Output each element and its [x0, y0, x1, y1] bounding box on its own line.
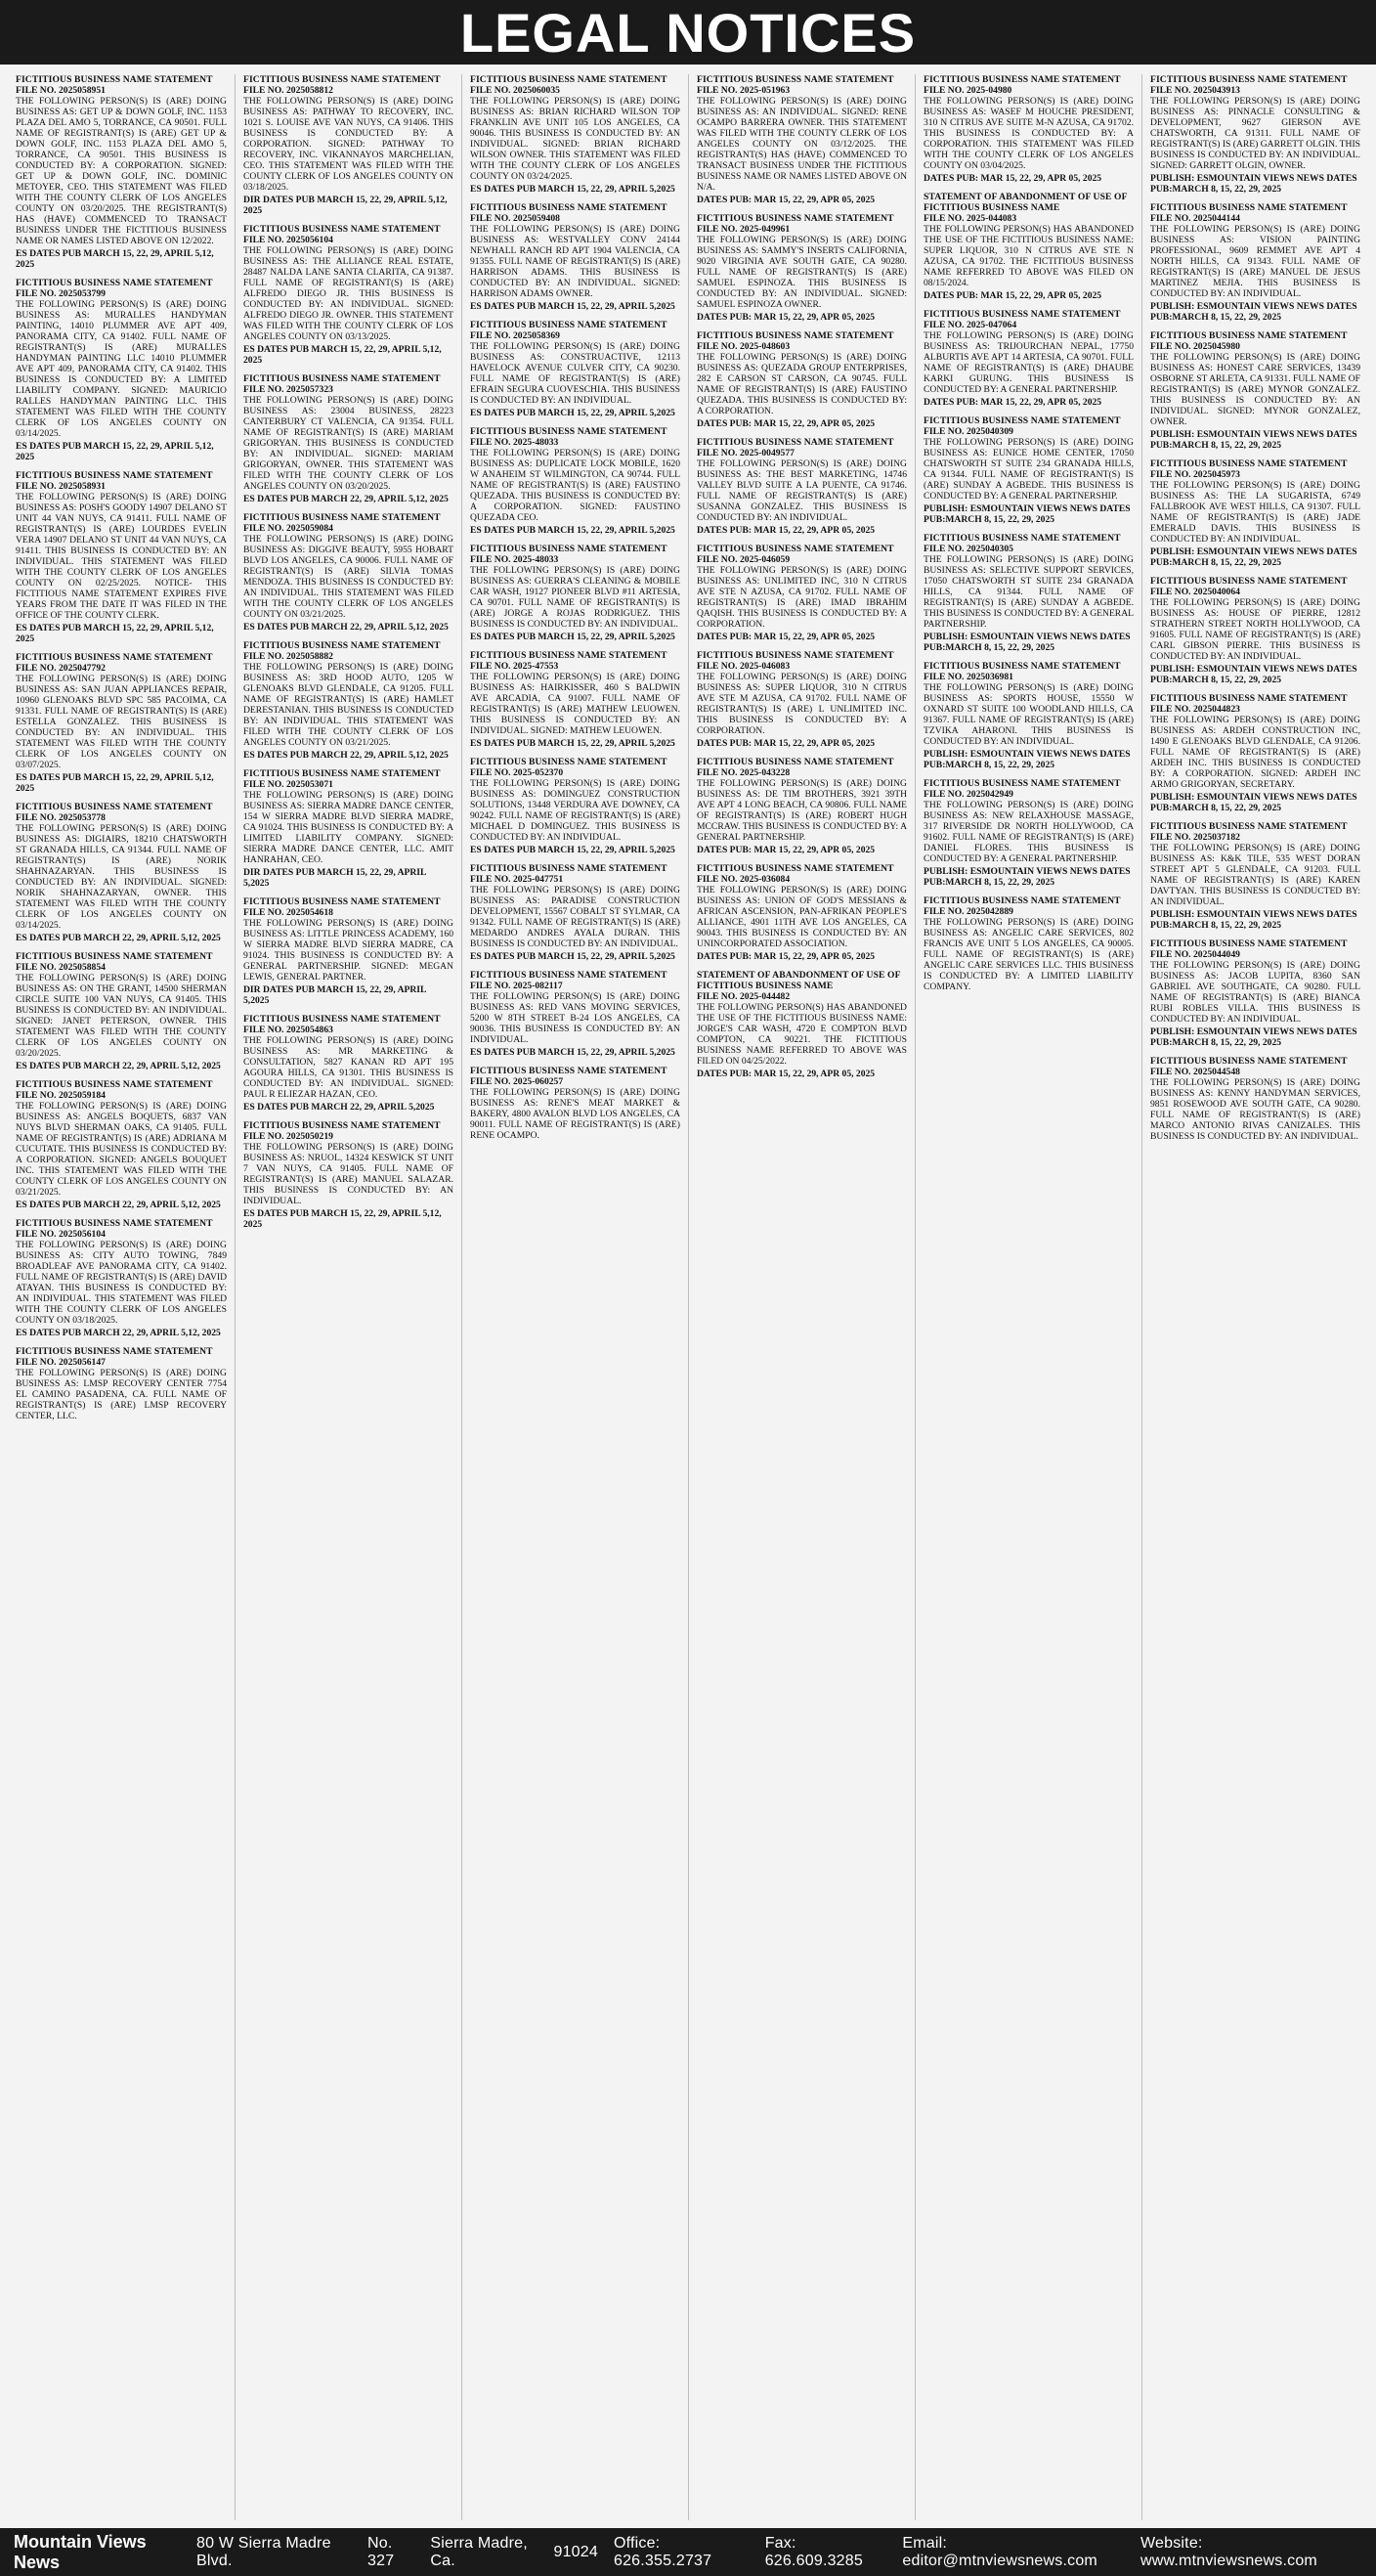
notice-file-number: FILE NO. 2025040309 — [924, 426, 1013, 437]
legal-notice — [924, 309, 1134, 408]
notice-file-number: FILE NO. 2025042889 — [924, 906, 1013, 917]
legal-notice — [470, 320, 680, 418]
legal-notice — [243, 768, 453, 889]
notice-body: THE FOLLOWING PERSON(S) IS (ARE) DOING BUSINESS AS: BRIAN RICHARD WILSON TOP FRANKLIN AVE UNIT 105 LOS ANGELES, CA 90046. THIS BUSINESS IS CONDUCTED BY: AN INDIVIDUAL. SIGNED: BRIAN RICHARD WILSON OWNER. THIS STATEMENT WAS FILED WITH THE COUNTY CLERK OF LOS ANGELES COUNTY ON 03/24/2025. — [470, 96, 680, 182]
notice-publication-dates: PUBLISH: ESMOUNTAIN VIEWS NEWS DATES PUB:MARCH 8, 15, 22, 29, 2025 — [1150, 1026, 1357, 1048]
legal-notice — [243, 1014, 453, 1113]
notice-title: FICTITIOUS BUSINESS NAME STATEMENT — [1150, 821, 1348, 832]
legal-notice — [924, 778, 1134, 888]
footer-office: Office: 626.355.2737 — [613, 2534, 712, 2569]
notice-body: THE FOLLOWING PERSON(S) IS (ARE) DOING BUSINESS AS: SELECTIVE SUPPORT SERVICES, 17050 CHATSWORTH ST SUITE 234 GRANADA HILLS, CA 91344. FULL NAME OF REGISTRANT(S) IS (ARE) SUNDAY A AGBEDE. THIS BUSINESS IS CONDUCTED BY: A GENERAL PARTNERSHIP. — [924, 554, 1134, 630]
notice-file-number: FILE NO. 2025045973 — [1150, 469, 1240, 480]
notice-body: THE FOLLOWING PERSON(S) IS (ARE) DOING BUSINESS AS: WESTVALLEY CONV 24144 NEWHALL RANCH RD APT 1904 VALENCIA, CA 91355. FULL NAME OF REGISTRANT(S) IS (ARE) HARRISON ADAMS. THIS BUSINESS IS CONDUCTED BY: AN INDIVIDUAL. SIGNED: HARRISON ADAMS OWNER. — [470, 224, 680, 299]
notice-publication-dates: PUBLISH: ESMOUNTAIN VIEWS NEWS DATES PUB:MARCH 8, 15, 22, 29, 2025 — [924, 632, 1131, 653]
notice-title: FICTITIOUS BUSINESS NAME STATEMENT — [924, 661, 1121, 672]
notice-title: FICTITIOUS BUSINESS NAME STATEMENT — [16, 802, 213, 812]
legal-notice — [470, 863, 680, 962]
notice-title: FICTITIOUS BUSINESS NAME STATEMENT — [697, 213, 894, 224]
notice-title: FICTITIOUS BUSINESS NAME STATEMENT — [470, 544, 667, 554]
notice-title: FICTITIOUS BUSINESS NAME STATEMENT — [697, 757, 894, 767]
legal-notice — [16, 470, 227, 644]
notice-file-number: FILE NO. 2025058951 — [16, 85, 106, 96]
notice-publication-dates: PUBLISH: ESMOUNTAIN VIEWS NEWS DATES PUB:MARCH 8, 15, 22, 29, 2025 — [924, 749, 1131, 770]
notices-column-4 — [688, 74, 915, 2520]
notice-title: STATEMENT OF ABANDONMENT OF USE OF FICTITIOUS BUSINESS NAME — [697, 970, 901, 991]
notice-title: FICTITIOUS BUSINESS NAME STATEMENT — [1150, 202, 1348, 213]
notice-file-number: FILE NO. 2025-48033 — [470, 554, 559, 565]
notice-body: THE FOLLOWING PERSON(S) IS (ARE) DOING BUSINESS AS: THE ALLIANCE REAL ESTATE, 28487 NALDA LANE SANTA CLARITA, CA 91387. FULL NAME OF REGISTRANT(S) IS (ARE) ALFREDO DIEGO JR. THIS BUSINESS IS CONDUCTED BY: AN INDIVIDUAL. SIGNED: ALFREDO DIEGO JR. OWNER. THIS STATEMENT WAS FILED WITH THE COUNTY CLERK OF LOS ANGELES COUNTY ON 03/13/2025. — [243, 245, 453, 342]
notice-publication-dates: ES DATES PUB MARCH 15, 22, 29, APRIL 5,12, 2025 — [16, 248, 214, 270]
legal-notice — [243, 1120, 453, 1230]
legal-notice — [924, 415, 1134, 525]
notice-publication-dates: DIR DATES PUB MARCH 15, 22, 29, APRIL 5,12, 2025 — [243, 195, 448, 216]
notice-file-number: FILE NO. 2025044548 — [1150, 1067, 1240, 1077]
notice-body: THE FOLLOWING PERSON(S) IS (ARE) DOING BUSINESS AS: UNION OF GOD'S MESSIANS & AFRICAN ASCENSION, PAN-AFRIKAN PEOPLE'S ALLIANCE, 4901 11TH AVE LOS ANGELES, CA 90043. THIS BUSINESS IS CONDUCTED BY: AN UNINCORPORATED ASSOCIATION. — [697, 885, 907, 949]
notice-body: THE FOLLOWING PERSON(S) IS (ARE) DOING BUSINESS AS: GUERRA'S CLEANING & MOBILE CAR WASH, 19127 PIONEER BLVD #11 ARTESIA, CA 90701. FULL NAME OF REGISTRANT(S) IS (ARE) JORGE A ROJAS RODRIGUEZ. THIS BUSINESS IS CONDUCTED BY: AN INDIVIDUAL. — [470, 565, 680, 630]
notice-publication-dates: ES DATES PUB MARCH 22, 29, APRIL 5,12, 2025 — [243, 494, 449, 504]
notice-publication-dates: DATES PUB: MAR 15, 22, 29, APR 05, 2025 — [697, 632, 876, 642]
legal-notice — [243, 373, 453, 504]
notice-body: THE FOLLOWING PERSON(S) IS (ARE) DOING BUSINESS AS: RENE'S MEAT MARKET & BAKERY, 4800 AVALON BLVD LOS ANGELES, CA 90011. FULL NAME OF REGISTRANT(S) IS (ARE) RENE OCAMPO. — [470, 1087, 680, 1141]
notice-body: THE FOLLOWING PERSON(S) IS (ARE) DOING BUSINESS AS: DE TIM BROTHERS, 3921 39TH AVE APT 4 LONG BEACH, CA 90806. FULL NAME OF REGISTRANT(S) IS (ARE) ROBERT HUGH MCCRAW. THIS BUSINESS IS CONDUCTED BY: A GENERAL PARTNERSHIP. — [697, 778, 907, 843]
notice-file-number: FILE NO. 2025-48033 — [470, 437, 559, 448]
legal-notice — [470, 970, 680, 1058]
notice-title: FICTITIOUS BUSINESS NAME STATEMENT — [1150, 576, 1348, 587]
notice-publication-dates: DATES PUB: MAR 15, 22, 29, APR 05, 2025 — [697, 195, 876, 205]
notice-body: THE FOLLOWING PERSON(S) IS (ARE) DOING BUSINESS AS: ON THE GRANT, 14500 SHERMAN CIRCLE SUITE 100 VAN NUYS, CA 91405. THIS BUSINESS IS CONDUCTED BY: AN INDIVIDUAL. SIGNED: JANET PETERSON, OWNER. THIS STATEMENT WAS FILED WITH THE COUNTY CLERK OF LOS ANGELES COUNTY ON 03/20/2025. — [16, 973, 227, 1059]
legal-notice — [470, 202, 680, 312]
notice-title: FICTITIOUS BUSINESS NAME STATEMENT — [470, 1066, 667, 1076]
notice-publication-dates: DATES PUB: MAR 15, 22, 29, APR 05, 2025 — [697, 951, 876, 962]
notice-title: FICTITIOUS BUSINESS NAME STATEMENT — [16, 278, 213, 288]
notice-file-number: FILE NO. 2025040064 — [1150, 587, 1240, 597]
notice-file-number: FILE NO. 2025-051963 — [697, 85, 791, 96]
notice-publication-dates: ES DATES PUB MARCH 22, 29, APRIL 5,12, 2025 — [16, 1200, 221, 1210]
notice-title: FICTITIOUS BUSINESS NAME STATEMENT — [243, 1120, 441, 1131]
notice-body: THE FOLLOWING PERSON(S) IS (ARE) DOING BUSINESS AS: LITTLE PRINCESS ACADEMY, 160 W SIERRA MADRE BLVD SIERRA MADRE, CA 91024. THIS BUSINESS IS CONDUCTED BY: A GENERAL PARTNERSHIP. SIGNED: MEGAN LEWIS, GENERAL PARTNER. — [243, 918, 453, 982]
notices-grid — [8, 74, 1368, 2520]
notice-title: FICTITIOUS BUSINESS NAME STATEMENT — [697, 650, 894, 661]
notice-title: FICTITIOUS BUSINESS NAME STATEMENT — [697, 330, 894, 341]
notice-publication-dates: DIR DATES PUB MARCH 15, 22, 29, APRIL 5,2025 — [243, 867, 426, 889]
legal-notice — [924, 661, 1134, 770]
notice-title: FICTITIOUS BUSINESS NAME STATEMENT — [470, 757, 667, 767]
footer-city: Sierra Madre, Ca. — [430, 2534, 528, 2569]
notice-title: FICTITIOUS BUSINESS NAME STATEMENT — [470, 863, 667, 874]
notice-publication-dates: ES DATES PUB MARCH 22, 29, APRIL 5,12, 2025 — [243, 750, 449, 761]
notice-title: FICTITIOUS BUSINESS NAME STATEMENT — [16, 951, 213, 962]
notice-publication-dates: ES DATES PUB MARCH 22, 29, APRIL 5,12, 2025 — [16, 1061, 221, 1071]
notice-title: FICTITIOUS BUSINESS NAME STATEMENT — [1150, 1056, 1348, 1067]
legal-notice — [1150, 458, 1360, 568]
notice-file-number: FILE NO. 2025044823 — [1150, 704, 1240, 715]
notice-file-number: FILE NO. 2025044144 — [1150, 213, 1240, 224]
notice-body: THE FOLLOWING PERSON(S) IS (ARE) DOING BUSINESS AS: SAN JUAN APPLIANCES REPAIR, 10960 GLENOAKS BLVD SPC 585 PACOIMA, CA 91331. FULL NAME OF REGISTRANT(S) IS (ARE) ESTELLA GONZALEZ. THIS BUSINESS IS CONDUCTED BY: AN INDIVIDUAL. THIS STATEMENT WAS FILED WITH THE COUNTY CLERK OF LOS ANGELES COUNTY ON 03/07/2025. — [16, 674, 227, 770]
notice-file-number: FILE NO. 2025-043228 — [697, 767, 791, 778]
notice-title: FICTITIOUS BUSINESS NAME STATEMENT — [243, 373, 441, 384]
notice-body: THE FOLLOWING PERSON(S) IS (ARE) DOING BUSINESS AS: NEW RELAXHOUSE MASSAGE, 317 RIVERSIDE DR NORTH HOLLYWOOD, CA 91602. FULL NAME OF REGISTRANT(S) IS (ARE) DANIEL FLORES. THIS BUSINESS IS CONDUCTED BY: A GENERAL PARTNERSHIP. — [924, 800, 1134, 864]
notice-body: THE FOLLOWING PERSON(S) IS (ARE) DOING BUSINESS AS: SIERRA MADRE DANCE CENTER, 154 W SIERRA MADRE BLVD SIERRA MADRE, CA 91024. THIS BUSINESS IS CONDUCTED BY: A LIMITED LIABILITY COMPANY. SIGNED: SIERRA MADRE DANCE CENTER, LLC. AMIT HANRAHAN, CEO. — [243, 790, 453, 865]
notice-file-number: FILE NO. 2025-047751 — [470, 874, 564, 885]
notice-title: FICTITIOUS BUSINESS NAME STATEMENT — [243, 1014, 441, 1025]
notice-title: FICTITIOUS BUSINESS NAME STATEMENT — [924, 533, 1121, 544]
notice-body: THE FOLLOWING PERSON(S) IS (ARE) DOING BUSINESS AS: MR MARKETING & CONSULTATION, 5827 KANAN RD APT 195 AGOURA HILLS, CA 91301. THIS BUSINESS IS CONDUCTED BY: AN INDIVIDUAL. SIGNED: PAUL R ELIEZAR HAZAN, CEO. — [243, 1035, 453, 1100]
legal-notice — [243, 224, 453, 366]
notice-body: THE FOLLOWING PERSON(S) IS (ARE) DOING BUSINESS AS: WASEF M HOUCHE PRESIDENT, 310 N CITRUS AVE SUITE M-N AZUSA, CA 91702. THIS BUSINESS IS CONDUCTED BY: A CORPORATION. THIS STATEMENT WAS FILED WITH THE COUNTY CLERK OF LOS ANGELES COUNTY ON 03/04/2025. — [924, 96, 1134, 171]
legal-notice — [16, 1218, 227, 1338]
notice-file-number: FILE NO. 2025043913 — [1150, 85, 1240, 96]
legal-notice — [1150, 939, 1360, 1048]
notice-title: FICTITIOUS BUSINESS NAME STATEMENT — [243, 896, 441, 907]
notice-publication-dates: ES DATES PUB MARCH 22, 29, APRIL 5,12, 2025 — [16, 1328, 221, 1338]
legal-notice — [243, 74, 453, 216]
notice-file-number: FILE NO. 2025042949 — [924, 789, 1013, 800]
notice-body: THE FOLLOWING PERSON(S) IS (ARE) DOING BUSINESS AS: AN INDIVIDUAL. SIGNED: RENE OCAMPO BARRERA OWNER. THIS STATEMENT WAS FILED WITH THE COUNTY CLERK OF LOS ANGELES COUNTY ON 03/12/2025. THE REGISTRANT(S) HAS (HAVE) COMMENCED TO TRANSACT BUSINESS UNDER THE FICTITIOUS BUSINESS NAME OR NAMES LISTED ABOVE ON N/A. — [697, 96, 907, 193]
footer-zip: 91024 — [553, 2543, 598, 2560]
footer-number: No. 327 — [367, 2534, 395, 2569]
notice-body: THE FOLLOWING PERSON(S) IS (ARE) DOING BUSINESS AS: JACOB LUPITA, 8360 SAN GABRIEL AVE SOUTHGATE, CA 90280. FULL NAME OF REGISTRANT(S) IS (ARE) BIANCA RUBI ROBLES VILLA. THIS BUSINESS IS CONDUCTED BY: AN INDIVIDUAL. — [1150, 960, 1360, 1025]
notice-publication-dates: DATES PUB: MAR 15, 22, 29, APR 05, 2025 — [924, 290, 1102, 301]
legal-notice — [243, 640, 453, 761]
notice-publication-dates: ES DATES PUB MARCH 15, 22, 29, APRIL 5,2025 — [470, 632, 675, 642]
notice-body: THE FOLLOWING PERSON(S) IS (ARE) DOING BUSINESS AS: ARDEH CONSTRUCTION INC, 1490 E GLENOAKS BLVD GLENDALE, CA 91206. FULL NAME OF REGISTRANT(S) IS (ARE) ARDEH INC. THIS BUSINESS IS CONDUCTED BY: A CORPORATION. SIGNED: ARDEH INC ARMO GRIGORYAN, SECRETARY. — [1150, 715, 1360, 790]
notice-file-number: FILE NO. 2025036981 — [924, 672, 1013, 682]
notice-title: FICTITIOUS BUSINESS NAME STATEMENT — [1150, 939, 1348, 949]
notice-body: THE FOLLOWING PERSON(S) IS (ARE) DOING BUSINESS AS: MURALLES HANDYMAN PAINTING, 14010 PLUMMER AVE APT 409, PANORAMA CITY, CA 91402. FULL NAME OF REGISTRANT(S) IS (ARE) MURALLES HANDYMAN PAINTING LLC 14010 PLUMMER AVE APT 409, PANORAMA CITY, CA 91402. THIS BUSINESS IS CONDUCTED BY: A LIMITED LIABILITY COMPANY. SIGNED: MAURICIO RALLES HANDYMAN PAINTING LLC. THIS STATEMENT WAS FILED WITH THE COUNTY CLERK OF LOS ANGELES COUNTY ON 03/14/2025. — [16, 299, 227, 439]
footer-email: Email: editor@mtnviewsnews.com — [902, 2534, 1097, 2569]
notice-title: FICTITIOUS BUSINESS NAME STATEMENT — [470, 970, 667, 981]
notice-publication-dates: PUBLISH: ESMOUNTAIN VIEWS NEWS DATES PUB:MARCH 8, 15, 22, 29, 2025 — [1150, 664, 1357, 685]
notices-column-1 — [8, 74, 235, 2520]
notice-publication-dates: PUBLISH: ESMOUNTAIN VIEWS NEWS DATES PUB:MARCH 8, 15, 22, 29, 2025 — [924, 503, 1131, 525]
legal-notice — [243, 512, 453, 633]
notice-publication-dates: PUBLISH: ESMOUNTAIN VIEWS NEWS DATES PUB:MARCH 8, 15, 22, 29, 2025 — [1150, 546, 1357, 568]
legal-notice — [697, 437, 907, 536]
legal-notice — [16, 278, 227, 462]
notice-publication-dates: PUBLISH: ESMOUNTAIN VIEWS NEWS DATES PUB:MARCH 8, 15, 22, 29, 2025 — [1150, 909, 1357, 931]
notice-title: FICTITIOUS BUSINESS NAME STATEMENT — [470, 426, 667, 437]
notice-body: THE FOLLOWING PERSON(S) HAS ABANDONED THE USE OF THE FICTITIOUS BUSINESS NAME: SUPER LIQUOR, 310 N CITRUS AVE STE N AZUSA, CA 91702. THE FICTITIOUS BUSINESS NAME REFERRED TO ABOVE WAS FILED ON 08/15/2024. — [924, 224, 1134, 288]
notice-file-number: FILE NO. 2025-049961 — [697, 224, 791, 235]
notice-file-number: FILE NO. 2025053778 — [16, 812, 106, 823]
notice-title: FICTITIOUS BUSINESS NAME STATEMENT — [924, 415, 1121, 426]
notice-title: FICTITIOUS BUSINESS NAME STATEMENT — [243, 512, 441, 523]
notice-file-number: FILE NO. 2025050219 — [243, 1131, 333, 1142]
notice-publication-dates: ES DATES PUB MARCH 15, 22, 29, APRIL 5,2025 — [470, 951, 675, 962]
footer-website: Website: www.mtnviewsnews.com — [1140, 2534, 1317, 2569]
notice-title: FICTITIOUS BUSINESS NAME STATEMENT — [924, 74, 1121, 85]
legal-notice — [1150, 74, 1360, 195]
notice-title: FICTITIOUS BUSINESS NAME STATEMENT — [470, 320, 667, 330]
notice-file-number: FILE NO. 2025045980 — [1150, 341, 1240, 352]
notice-publication-dates: ES DATES PUB MARCH 15, 22, 29, APRIL 5,2025 — [470, 845, 675, 855]
notice-file-number: FILE NO. 2025-048603 — [697, 341, 791, 352]
notice-file-number: FILE NO. 2025-046059 — [697, 554, 791, 565]
notice-file-number: FILE NO. 2025040305 — [924, 544, 1013, 554]
notice-publication-dates: DATES PUB: MAR 15, 22, 29, APR 05, 2025 — [697, 525, 876, 536]
notice-publication-dates: DATES PUB: MAR 15, 22, 29, APR 05, 2025 — [924, 173, 1102, 184]
notice-publication-dates: ES DATES PUB MARCH 15, 22, 29, APRIL 5,12, 2025 — [16, 623, 214, 644]
notice-body: THE FOLLOWING PERSON(S) IS (ARE) DOING BUSINESS AS: ANGELIC CARE SERVICES, 802 FRANCIS AVE UNIT 5 LOS ANGELES, CA 90005. FULL NAME OF REGISTRANT(S) IS (ARE) ANGELIC CARE SERVICES LLC. THIS BUSINESS IS CONDUCTED BY: A LIMITED LIABILITY COMPANY. — [924, 917, 1134, 992]
legal-notice — [697, 213, 907, 323]
notice-body: THE FOLLOWING PERSON(S) IS (ARE) DOING BUSINESS AS: DUPLICATE LOCK MOBILE, 1620 W ANAHEIM ST WILMINGTON, CA 90744. FULL NAME OF REGISTRANT(S) IS (ARE) FAUSTINO QUEZADA. THIS BUSINESS IS CONDUCTED BY: A CORPORATION. SIGNED: FAUSTINO QUEZADA CEO. — [470, 448, 680, 523]
notice-publication-dates: DATES PUB: MAR 15, 22, 29, APR 05, 2025 — [697, 738, 876, 749]
notice-file-number: FILE NO. 2025-047064 — [924, 320, 1017, 330]
footer-address: 80 W Sierra Madre Blvd. — [196, 2534, 331, 2569]
legal-notice — [924, 192, 1134, 301]
notice-file-number: FILE NO. 2025058931 — [16, 481, 106, 492]
notice-file-number: FILE NO. 2025044049 — [1150, 949, 1240, 960]
notice-title: FICTITIOUS BUSINESS NAME STATEMENT — [16, 652, 213, 663]
notice-body: THE FOLLOWING PERSON(S) IS (ARE) DOING BUSINESS AS: KENNY HANDYMAN SERVICES, 9851 ROSEWOOD AVE SOUTH GATE, CA 90280. FULL NAME OF REGISTRANT(S) IS (ARE) MARCO ANTONIO RIVAS CANIZALES. THIS BUSINESS IS CONDUCTED BY: AN INDIVIDUAL. — [1150, 1077, 1360, 1142]
notice-file-number: FILE NO. 2025056104 — [16, 1229, 106, 1240]
notice-body: THE FOLLOWING PERSON(S) IS (ARE) DOING BUSINESS AS: K&K TILE, 535 WEST DORAN STREET APT 5 GLENDALE, CA 91203. FULL NAME OF REGISTRANT(S) IS (ARE) KAREN DAVTYAN. THIS BUSINESS IS CONDUCTED BY: AN INDIVIDUAL. — [1150, 843, 1360, 907]
notice-body: THE FOLLOWING PERSON(S) IS (ARE) DOING BUSINESS AS: POSH'S GOODY 14907 DELANO ST UNIT 44 VAN NUYS, CA 91411. FULL NAME OF REGISTRANT(S) IS (ARE) LOURDES EVELIN VERA 14907 DELANO ST UNIT 44 VAN NUYS, CA 91411. THIS BUSINESS IS CONDUCTED BY: AN INDIVIDUAL. THIS STATEMENT WAS FILED WITH THE COUNTY CLERK OF LOS ANGELES COUNTY ON 02/25/2025. NOTICE- THIS FICTITIOUS NAME STATEMENT EXPIRES FIVE YEARS FROM THE DATE IT WAS FILED IN THE OFFICE OF THE COUNTY CLERK. — [16, 492, 227, 621]
notice-publication-dates: ES DATES PUB MARCH 22, 29, APRIL 5,12, 2025 — [16, 933, 221, 943]
legal-notice — [697, 330, 907, 429]
notice-publication-dates: ES DATES PUB MARCH 22, 29, APRIL 5,2025 — [243, 1102, 435, 1113]
notice-body: THE FOLLOWING PERSON(S) IS (ARE) DOING BUSINESS AS: PINNACLE CONSULTING & DEVELOPMENT, 9627 GIERSON AVE CHATSWORTH, CA 91311. FULL NAME OF REGISTRANT(S) IS (ARE) GARRETT OLGIN. THIS BUSINESS IS CONDUCTED BY: AN INDIVIDUAL. SIGNED: GARRETT OLGIN, OWNER. — [1150, 96, 1360, 171]
notice-file-number: FILE NO. 2025053799 — [16, 288, 106, 299]
notice-file-number: FILE NO. 2025059184 — [16, 1090, 106, 1101]
notice-file-number: FILE NO. 2025-0049577 — [697, 448, 795, 458]
notice-file-number: FILE NO. 2025054618 — [243, 907, 333, 918]
legal-notice — [16, 1346, 227, 1421]
notice-body: THE FOLLOWING PERSON(S) IS (ARE) DOING BUSINESS AS: QUEZADA GROUP ENTERPRISES, 282 E CARSON ST CARSON, CA 90745. FULL NAME OF REGISTRANT(S) IS (ARE) FAUSTINO QUEZADA. THIS BUSINESS IS CONDUCTED BY: A CORPORATION. — [697, 352, 907, 416]
legal-notice — [470, 757, 680, 855]
notice-body: THE FOLLOWING PERSON(S) IS (ARE) DOING BUSINESS AS: VISION PAINTING PROFESSIONAL, 9609 REMMET AVE APT 4 NORTH HILLS, CA 91343. FULL NAME OF REGISTRANT(S) IS (ARE) MANUEL DE JESUS MARTINEZ MEJIA. THIS BUSINESS IS CONDUCTED BY: AN INDIVIDUAL. — [1150, 224, 1360, 299]
notice-file-number: FILE NO. 2025-044482 — [697, 991, 791, 1002]
notice-body: THE FOLLOWING PERSON(S) IS (ARE) DOING BUSINESS AS: EUNICE HOME CENTER, 17050 CHATSWORTH ST SUITE 234 GRANADA HILLS, CA 91344. FULL NAME OF REGISTRANT(S) IS (ARE) SUNDAY A AGBEDE. THIS BUSINESS IS CONDUCTED BY: A GENERAL PARTNERSHIP. — [924, 437, 1134, 502]
notice-body: THE FOLLOWING PERSON(S) IS (ARE) DOING BUSINESS AS: NRUOL, 14324 KESWICK ST UNIT 7 VAN NUYS, CA 91405. FULL NAME OF REGISTRANT(S) IS (ARE) MANUEL SALAZAR. THIS BUSINESS IS CONDUCTED BY: AN INDIVIDUAL. — [243, 1142, 453, 1206]
notice-file-number: FILE NO. 2025054863 — [243, 1025, 333, 1035]
notice-file-number: FILE NO. 2025053071 — [243, 779, 333, 790]
legal-notice — [16, 951, 227, 1071]
legal-notice — [1150, 330, 1360, 451]
notice-publication-dates: ES DATES PUB MARCH 15, 22, 29, APRIL 5,12, 2025 — [243, 344, 442, 366]
legal-notice — [470, 74, 680, 195]
notice-title: FICTITIOUS BUSINESS NAME STATEMENT — [1150, 458, 1348, 469]
notice-publication-dates: PUBLISH: ESMOUNTAIN VIEWS NEWS DATES PUB:MARCH 8, 15, 22, 29, 2025 — [1150, 173, 1357, 195]
notice-publication-dates: ES DATES PUB MARCH 15, 22, 29, APRIL 5,2025 — [470, 184, 675, 195]
notice-file-number: FILE NO. 2025059084 — [243, 523, 333, 534]
notice-file-number: FILE NO. 2025058369 — [470, 330, 560, 341]
notice-file-number: FILE NO. 2025-046083 — [697, 661, 791, 672]
notice-title: STATEMENT OF ABANDONMENT OF USE OF FICTITIOUS BUSINESS NAME — [924, 192, 1128, 213]
notices-column-5 — [915, 74, 1141, 2520]
notice-publication-dates: DATES PUB: MAR 15, 22, 29, APR 05, 2025 — [924, 397, 1102, 408]
notices-column-3 — [461, 74, 688, 2520]
notice-body: THE FOLLOWING PERSON(S) IS (ARE) DOING BUSINESS AS: PARADISE CONSTRUCTION DEVELOPMENT, 15567 COBALT ST SYLMAR, CA 91342. FULL NAME OF REGISTRANT(S) IS (ARE) MEDARDO ANDRES AYALA DURAN. THIS BUSINESS IS CONDUCTED BY: AN INDIVIDUAL. — [470, 885, 680, 949]
notice-body: THE FOLLOWING PERSON(S) IS (ARE) DOING BUSINESS AS: ANGELS BOQUETS, 6837 VAN NUYS BLVD SHERMAN OAKS, CA 91405. FULL NAME OF REGISTRANT(S) IS (ARE) ADRIANA M CUCUTATE. THIS BUSINESS IS CONDUCTED BY: A CORPORATION. SIGNED: ANGELS BOUQUET INC. THIS STATEMENT WAS FILED WITH THE COUNTY CLERK OF LOS ANGELES COUNTY ON 03/21/2025. — [16, 1101, 227, 1198]
notice-file-number: FILE NO. 2025-47553 — [470, 661, 559, 672]
notice-title: FICTITIOUS BUSINESS NAME STATEMENT — [697, 863, 894, 874]
notice-body: THE FOLLOWING PERSON(S) IS (ARE) DOING BUSINESS AS: LMSP RECOVERY CENTER 7754 EL CAMINO PASADENA, CA. FULL NAME OF REGISTRANT(S) IS (ARE) LMSP RECOVERY CENTER, LLC. — [16, 1368, 227, 1421]
legal-notice — [16, 74, 227, 270]
notice-body: THE FOLLOWING PERSON(S) IS (ARE) DOING BUSINESS AS: TRIJOURCHAN NEPAL, 17750 ALBURTIS AVE APT 14 ARTESIA, CA 90701. FULL NAME OF REGISTRANT(S) IS (ARE) DHAUBE KARKI GURUNG. THIS BUSINESS IS CONDUCTED BY: A GENERAL PARTNERSHIP. — [924, 330, 1134, 395]
notice-title: FICTITIOUS BUSINESS NAME STATEMENT — [1150, 74, 1348, 85]
legal-notice — [470, 1066, 680, 1141]
notice-title: FICTITIOUS BUSINESS NAME STATEMENT — [243, 224, 441, 235]
notice-publication-dates: PUBLISH: ESMOUNTAIN VIEWS NEWS DATES PUB:MARCH 8, 15, 22, 29, 2025 — [1150, 792, 1357, 813]
legal-notice — [1150, 821, 1360, 931]
notices-column-6 — [1141, 74, 1368, 2520]
notice-body: THE FOLLOWING PERSON(S) IS (ARE) DOING BUSINESS AS: RED VANS MOVING SERVICES, 5200 W 8TH STREET B-24 LOS ANGELES, CA 90036. THIS BUSINESS IS CONDUCTED BY: AN INDIVIDUAL. — [470, 991, 680, 1045]
notice-publication-dates: ES DATES PUB MARCH 15, 22, 29, APRIL 5,2025 — [470, 738, 675, 749]
notice-file-number: FILE NO. 2025-044083 — [924, 213, 1017, 224]
notice-file-number: FILE NO. 2025058854 — [16, 962, 106, 973]
notice-file-number: FILE NO. 2025-04980 — [924, 85, 1012, 96]
notice-title: FICTITIOUS BUSINESS NAME STATEMENT — [697, 437, 894, 448]
notice-file-number: FILE NO. 2025037182 — [1150, 832, 1240, 843]
notice-title: FICTITIOUS BUSINESS NAME STATEMENT — [16, 1079, 213, 1090]
notice-body: THE FOLLOWING PERSON(S) IS (ARE) DOING BUSINESS AS: 3RD HOOD AUTO, 1205 W GLENOAKS BLVD GLENDALE, CA 91205. FULL NAME OF REGISTRANT(S) IS (ARE) HAMLET DERESTANIAN. THIS BUSINESS IS CONDUCTED BY: AN INDIVIDUAL. THIS STATEMENT WAS FILED WITH THE COUNTY CLERK OF LOS ANGELES COUNTY ON 03/21/2025. — [243, 662, 453, 748]
notice-publication-dates: ES DATES PUB MARCH 15, 22, 29, APRIL 5,2025 — [470, 1047, 675, 1058]
notice-publication-dates: ES DATES PUB MARCH 15, 22, 29, APRIL 5,12, 2025 — [243, 1208, 442, 1230]
notice-body: THE FOLLOWING PERSON(S) IS (ARE) DOING BUSINESS AS: CONSTRUACTIVE, 12113 HAVELOCK AVENUE CULVER CITY, CA 90230. FULL NAME OF REGISTRANT(S) IS (ARE) EFRAIN SEGURA CUOVESCHIA. THIS BUSINESS IS CONDUCTED BY: AN INDIVIDUAL. — [470, 341, 680, 406]
notice-file-number: FILE NO. 2025-082117 — [470, 981, 563, 991]
notice-file-number: FILE NO. 2025056104 — [243, 235, 333, 245]
legal-notice — [697, 863, 907, 962]
notice-body: THE FOLLOWING PERSON(S) IS (ARE) DOING BUSINESS AS: DIGGIVE BEAUTY, 5955 HOBART BLVD LOS ANGELES, CA 90006. FULL NAME OF REGISTRANT(S) IS (ARE) SILVIA TOMAS MENDOZA. THIS BUSINESS IS CONDUCTED BY: AN INDIVIDUAL. THIS STATEMENT WAS FILED WITH THE COUNTY CLERK OF LOS ANGELES COUNTY ON 03/21/2025. — [243, 534, 453, 620]
section-title: LEGAL NOTICES — [459, 1, 917, 64]
legal-notice — [1150, 576, 1360, 685]
legal-notice — [697, 970, 907, 1079]
legal-notice — [697, 544, 907, 642]
notice-file-number: FILE NO. 2025057323 — [243, 384, 333, 395]
page-footer — [0, 2528, 1376, 2576]
notice-publication-dates: ES DATES PUB MARCH 15, 22, 29, APRIL 5,12, 2025 — [16, 772, 214, 794]
notice-title: FICTITIOUS BUSINESS NAME STATEMENT — [697, 544, 894, 554]
notice-publication-dates: PUBLISH: ESMOUNTAIN VIEWS NEWS DATES PUB:MARCH 8, 15, 22, 29, 2025 — [924, 866, 1131, 888]
notice-publication-dates: ES DATES PUB MARCH 15, 22, 29, APRIL 5,2025 — [470, 525, 675, 536]
notice-body: THE FOLLOWING PERSON(S) HAS ABANDONED THE USE OF THE FICTITIOUS BUSINESS NAME: JORGE'S CAR WASH, 4720 E COMPTON BLVD COMPTON, CA 90221. THE FICTITIOUS BUSINESS NAME REFERRED TO ABOVE WAS FILED ON 04/25/2022. — [697, 1002, 907, 1067]
notice-title: FICTITIOUS BUSINESS NAME STATEMENT — [16, 74, 213, 85]
legal-notice — [470, 426, 680, 536]
notice-title: FICTITIOUS BUSINESS NAME STATEMENT — [16, 470, 213, 481]
notice-body: THE FOLLOWING PERSON(S) IS (ARE) DOING BUSINESS AS: 23004 BUSINESS, 28223 CANTERBURY CT VALENCIA, CA 91354. FULL NAME OF REGISTRANT(S) IS (ARE) MARIAM GRIGORYAN. THIS BUSINESS IS CONDUCTED BY: AN INDIVIDUAL. SIGNED: MARIAM GRIGORYAN, OWNER. THIS STATEMENT WAS FILED WITH THE COUNTY CLERK OF LOS ANGELES COUNTY ON 03/20/2025. — [243, 395, 453, 492]
legal-notice — [697, 757, 907, 855]
notice-publication-dates: DIR DATES PUB MARCH 15, 22, 29, APRIL 5,2025 — [243, 984, 426, 1006]
notice-file-number: FILE NO. 2025-052370 — [470, 767, 564, 778]
notice-publication-dates: ES DATES PUB MARCH 15, 22, 29, APRIL 5,2025 — [470, 301, 675, 312]
legal-notice — [470, 650, 680, 749]
notice-publication-dates: DATES PUB: MAR 15, 22, 29, APR 05, 2025 — [697, 312, 876, 323]
legal-notice — [924, 895, 1134, 992]
notice-file-number: FILE NO. 2025056147 — [16, 1357, 106, 1368]
notice-body: THE FOLLOWING PERSON(S) IS (ARE) DOING BUSINESS AS: DOMINGUEZ CONSTRUCTION SOLUTIONS, 13448 VERDURA AVE DOWNEY, CA 90242. FULL NAME OF REGISTRANT(S) IS (ARE) MICHAEL D DOMINGUEZ. THIS BUSINESS IS CONDUCTED BY: AN INDIVIDUAL. — [470, 778, 680, 843]
notice-publication-dates: PUBLISH: ESMOUNTAIN VIEWS NEWS DATES PUB:MARCH 8, 15, 22, 29, 2025 — [1150, 301, 1357, 323]
notice-body: THE FOLLOWING PERSON(S) IS (ARE) DOING BUSINESS AS: HONEST CARE SERVICES, 13439 OSBORNE ST ARLETA, CA 91331. FULL NAME OF REGISTRANT(S) IS (ARE) MYNOR GONZALEZ. THIS BUSINESS IS CONDUCTED BY: AN INDIVIDUAL. SIGNED: MYNOR GONZALEZ, OWNER. — [1150, 352, 1360, 427]
notice-title: FICTITIOUS BUSINESS NAME STATEMENT — [470, 74, 667, 85]
notice-body: THE FOLLOWING PERSON(S) IS (ARE) DOING BUSINESS AS: THE LA SUGARISTA, 6749 FALLBROOK AVE WEST HILLS, CA 91307. FULL NAME OF REGISTRANT(S) IS (ARE) JADE EMERALD DAVIS. THIS BUSINESS IS CONDUCTED BY: AN INDIVIDUAL. — [1150, 480, 1360, 545]
notice-body: THE FOLLOWING PERSON(S) IS (ARE) DOING BUSINESS AS: CITY AUTO TOWING, 7849 BROADLEAF AVE PANORAMA CITY, CA 91402. FULL NAME OF REGISTRANT(S) IS (ARE) DAVID ATAYAN. THIS BUSINESS IS CONDUCTED BY: AN INDIVIDUAL. THIS STATEMENT WAS FILED WITH THE COUNTY CLERK OF LOS ANGELES COUNTY ON 03/18/2025. — [16, 1240, 227, 1326]
notice-title: FICTITIOUS BUSINESS NAME STATEMENT — [1150, 693, 1348, 704]
legal-notice — [697, 74, 907, 205]
notices-column-2 — [235, 74, 461, 2520]
legal-notice — [16, 652, 227, 794]
legal-notice — [1150, 693, 1360, 813]
notice-body: THE FOLLOWING PERSON(S) IS (ARE) DOING BUSINESS AS: PATHWAY TO RECOVERY, INC. 1021 S. LOUISE AVE VAN NUYS, CA 91406. THIS BUSINESS IS CONDUCTED BY: A CORPORATION. SIGNED: PATHWAY TO RECOVERY, INC. VIKANNAYOS MARCHELIAN, CEO. THIS STATEMENT WAS FILED WITH THE COUNTY CLERK OF LOS ANGELES COUNTY ON 03/18/2025. — [243, 96, 453, 193]
notice-body: THE FOLLOWING PERSON(S) IS (ARE) DOING BUSINESS AS: HOUSE OF PIERRE, 12812 STRATHERN STREET NORTH HOLLYWOOD, CA 91605. FULL NAME OF REGISTRANT(S) IS (ARE) CARL GIBSON PIERRE. THIS BUSINESS IS CONDUCTED BY: AN INDIVIDUAL. — [1150, 597, 1360, 662]
notice-body: THE FOLLOWING PERSON(S) IS (ARE) DOING BUSINESS AS: SPORTS HOUSE, 15550 W OXNARD ST SUITE 100 WOODLAND HILLS, CA 91367. FULL NAME OF REGISTRANT(S) IS (ARE) TZVIKA AHARONI. THIS BUSINESS IS CONDUCTED BY: AN INDIVIDUAL. — [924, 682, 1134, 747]
notice-title: FICTITIOUS BUSINESS NAME STATEMENT — [1150, 330, 1348, 341]
notice-title: FICTITIOUS BUSINESS NAME STATEMENT — [16, 1346, 213, 1357]
notice-title: FICTITIOUS BUSINESS NAME STATEMENT — [697, 74, 894, 85]
footer-brand: Mountain Views News — [14, 2531, 147, 2572]
notice-body: THE FOLLOWING PERSON(S) IS (ARE) DOING BUSINESS AS: SAMMY'S INSERTS CALIFORNIA, 9020 VIRGINIA AVE SOUTH GATE, CA 90280. FULL NAME OF REGISTRANT(S) IS (ARE) SAMUEL ESPINOZA. THIS BUSINESS IS CONDUCTED BY: AN INDIVIDUAL. SIGNED: SAMUEL ESPINOZA OWNER. — [697, 235, 907, 310]
notice-file-number: FILE NO. 2025047792 — [16, 663, 106, 674]
notice-title: FICTITIOUS BUSINESS NAME STATEMENT — [924, 778, 1121, 789]
notice-body: THE FOLLOWING PERSON(S) IS (ARE) DOING BUSINESS AS: GET UP & DOWN GOLF, INC. 1153 PLAZA DEL AMO 5, TORRANCE, CA 90501. FULL NAME OF REGISTRANT(S) IS (ARE) GET UP & DOWN GOLF, INC. 1153 PLAZA DEL AMO 5, TORRANCE, CA 90501. THIS BUSINESS IS CONDUCTED BY: A CORPORATION. SIGNED: GET UP & DOWN GOLF, INC. DOMINIC METOYER, CEO. THIS STATEMENT WAS FILED WITH THE COUNTY CLERK OF LOS ANGELES COUNTY ON 03/20/2025. THE REGISTRANT(S) HAS (HAVE) COMMENCED TO TRANSACT BUSINESS UNDER THE FICTITIOUS BUSINESS NAME OR NAMES LISTED ABOVE ON 12/2022. — [16, 96, 227, 246]
legal-notice — [470, 544, 680, 642]
notice-title: FICTITIOUS BUSINESS NAME STATEMENT — [243, 74, 441, 85]
notice-publication-dates: ES DATES PUB MARCH 15, 22, 29, APRIL 5,12, 2025 — [16, 441, 214, 462]
footer-fax: Fax: 626.609.3285 — [764, 2534, 863, 2569]
notice-title: FICTITIOUS BUSINESS NAME STATEMENT — [243, 768, 441, 779]
notice-file-number: FILE NO. 2025058812 — [243, 85, 333, 96]
notice-title: FICTITIOUS BUSINESS NAME STATEMENT — [924, 895, 1121, 906]
notice-publication-dates: DATES PUB: MAR 15, 22, 29, APR 05, 2025 — [697, 1069, 876, 1079]
notice-body: THE FOLLOWING PERSON(S) IS (ARE) DOING BUSINESS AS: THE BEST MARKETING, 14746 VALLEY BLVD SUITE A LA PUENTE, CA 91746. FULL NAME OF REGISTRANT(S) IS (ARE) SUSANNA GONZALEZ. THIS BUSINESS IS CONDUCTED BY: AN INDIVIDUAL. — [697, 458, 907, 523]
notice-file-number: FILE NO. 2025060035 — [470, 85, 560, 96]
legal-notice — [243, 896, 453, 1006]
legal-notice — [924, 533, 1134, 653]
notice-title: FICTITIOUS BUSINESS NAME STATEMENT — [470, 202, 667, 213]
notice-file-number: FILE NO. 2025058882 — [243, 651, 333, 662]
notice-body: THE FOLLOWING PERSON(S) IS (ARE) DOING BUSINESS AS: HAIRKISSER, 460 S BALDWIN AVE ARCADIA, CA 91007. FULL NAME OF REGISTRANT(S) IS (ARE) MATHEW LEUOWEN. THIS BUSINESS IS CONDUCTED BY: AN INDIVIDUAL. SIGNED: MATHEW LEUOWEN. — [470, 672, 680, 736]
notice-publication-dates: ES DATES PUB MARCH 22, 29, APRIL 5,12, 2025 — [243, 622, 449, 633]
notice-title: FICTITIOUS BUSINESS NAME STATEMENT — [924, 309, 1121, 320]
legal-notice — [16, 1079, 227, 1210]
section-banner — [0, 0, 1376, 65]
notice-file-number: FILE NO. 2025059408 — [470, 213, 560, 224]
legal-notice — [16, 802, 227, 943]
notice-body: THE FOLLOWING PERSON(S) IS (ARE) DOING BUSINESS AS: SUPER LIQUOR, 310 N CITRUS AVE STE M AZUSA, CA 91702. FULL NAME OF REGISTRANT(S) IS (ARE) L UNLIMITED INC. THIS BUSINESS IS CONDUCTED BY: A CORPORATION. — [697, 672, 907, 736]
notice-file-number: FILE NO. 2025-036084 — [697, 874, 791, 885]
notice-title: FICTITIOUS BUSINESS NAME STATEMENT — [243, 640, 441, 651]
notice-title: FICTITIOUS BUSINESS NAME STATEMENT — [470, 650, 667, 661]
legal-notice — [1150, 202, 1360, 323]
notice-body: THE FOLLOWING PERSON(S) IS (ARE) DOING BUSINESS AS: DIGIAIRS, 18210 CHATSWORTH ST GRANADA HILLS, CA 91344. FULL NAME OF REGISTRANT(S) IS (ARE) NORIK SHAHNAZARYAN. THIS BUSINESS IS CONDUCTED BY: AN INDIVIDUAL. SIGNED: NORIK SHAHNAZARYAN, OWNER. THIS STATEMENT WAS FILED WITH THE COUNTY CLERK OF LOS ANGELES COUNTY ON 03/14/2025. — [16, 823, 227, 931]
legal-notice — [697, 650, 907, 749]
notice-publication-dates: DATES PUB: MAR 15, 22, 29, APR 05, 2025 — [697, 845, 876, 855]
notice-publication-dates: DATES PUB: MAR 15, 22, 29, APR 05, 2025 — [697, 418, 876, 429]
legal-notice — [924, 74, 1134, 184]
notice-file-number: FILE NO. 2025-060257 — [470, 1076, 564, 1087]
notice-title: FICTITIOUS BUSINESS NAME STATEMENT — [16, 1218, 213, 1229]
notice-body: THE FOLLOWING PERSON(S) IS (ARE) DOING BUSINESS AS: UNLIMITED INC, 310 N CITRUS AVE STE N AZUSA, CA 91702. FULL NAME OF REGISTRANT(S) IS (ARE) IMAD IBRAHIM QAQISH. THIS BUSINESS IS CONDUCTED BY: A CORPORATION. — [697, 565, 907, 630]
notice-publication-dates: ES DATES PUB MARCH 15, 22, 29, APRIL 5,2025 — [470, 408, 675, 418]
notice-publication-dates: PUBLISH: ESMOUNTAIN VIEWS NEWS DATES PUB:MARCH 8, 15, 22, 29, 2025 — [1150, 429, 1357, 451]
legal-notice — [1150, 1056, 1360, 1142]
